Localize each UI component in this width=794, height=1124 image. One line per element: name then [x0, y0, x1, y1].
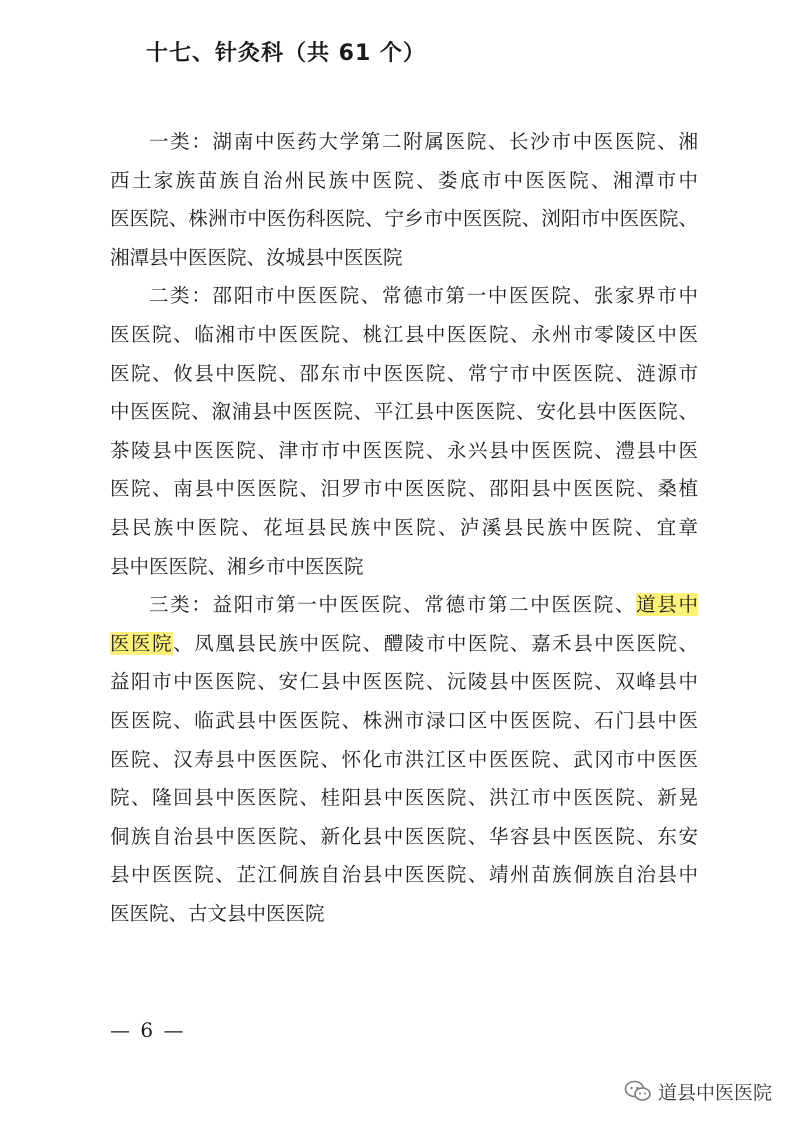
text-line [110, 509, 698, 547]
wechat-icon [624, 1079, 652, 1103]
line-text: 医医院、临湘市中医医院、桃江县中医医院、永州市零陵区中医 [110, 323, 698, 346]
section-heading: 十七、针灸科（共 61 个） [146, 41, 426, 66]
text-line [149, 123, 698, 161]
line-text: 三类：益阳市第一中医医院、常德市第二中医医院、 [149, 593, 637, 617]
line-text: 医院、南县中医医院、汨罗市中医医院、邵阳县中医医院、桑植 [110, 477, 698, 501]
text-line [110, 548, 698, 586]
text-line [110, 200, 698, 238]
text-line [110, 316, 698, 354]
line-text: 医院、攸县中医院、邵东市中医医院、常宁市中医医院、涟源市 [110, 361, 698, 385]
text-line [110, 625, 698, 663]
highlighted-text: 道县中 [636, 593, 698, 617]
line-text: 益阳市中医医院、安仁县中医医院、沅陵县中医医院、双峰县中 [110, 670, 698, 694]
text-line [110, 355, 698, 393]
text-line [110, 856, 698, 894]
line-text: 侗族自治县中医医院、新化县中医医院、华容县中医医院、东安 [110, 824, 698, 848]
text-line [110, 895, 698, 933]
line-text: 湘潭县中医医院、汝城县中医医院 [110, 245, 403, 269]
line-text: 医医院、临武县中医医院、株洲市渌口区中医医院、石门县中医 [110, 709, 698, 732]
line-text: 县中医医院、湘乡市中医医院 [110, 554, 364, 578]
line-text: 医医院、株洲市中医伤科医院、宁乡市中医医院、浏阳市中医医院、 [110, 207, 698, 231]
line-text: 中医医院、溆浦县中医医院、平江县中医医院、安化县中医医院、 [110, 400, 698, 424]
wechat-watermark [624, 1074, 772, 1108]
line-text: 二类：邵阳市中医医院、常德市第一中医医院、张家界市中 [149, 284, 698, 308]
text-line [149, 277, 698, 315]
line-text: 、凤凰县民族中医院、醴陵市中医院、嘉禾县中医医院、 [173, 631, 698, 655]
text-line [149, 586, 698, 624]
text-line [110, 663, 698, 701]
text-line [110, 702, 698, 740]
line-text: 医医院、古文县中医医院 [110, 902, 325, 925]
wechat-account-name: 道县中医医院 [657, 1081, 772, 1104]
text-line [110, 779, 698, 817]
text-line [110, 818, 698, 856]
line-text: 县中医医院、芷江侗族自治县中医医院、靖州苗族侗族自治县中 [110, 863, 698, 887]
line-text: 县民族中医院、花垣县民族中医院、泸溪县民族中医院、宜章 [110, 516, 698, 539]
line-text: 西土家族苗族自治州民族中医院、娄底市中医医院、湘潭市中 [110, 168, 698, 192]
line-text: 院、隆回县中医医院、桂阳县中医医院、洪江市中医医院、新晃 [110, 786, 698, 810]
highlighted-text: 医医院 [110, 631, 174, 655]
line-text: 医院、汉寿县中医医院、怀化市洪江区中医医院、武冈市中医医 [110, 747, 698, 771]
text-line [110, 432, 698, 470]
text-line [110, 470, 698, 508]
text-line [110, 741, 698, 779]
text-line [110, 393, 698, 431]
line-text: 茶陵县中医医院、津市市中医医院、永兴县中医医院、澧县中医 [110, 438, 698, 462]
text-line [110, 239, 698, 277]
text-line [110, 162, 698, 200]
page-number: — 6 — [110, 1018, 186, 1042]
line-text: 一类：湖南中医药大学第二附属医院、长沙市中医医院、湘 [149, 130, 698, 153]
